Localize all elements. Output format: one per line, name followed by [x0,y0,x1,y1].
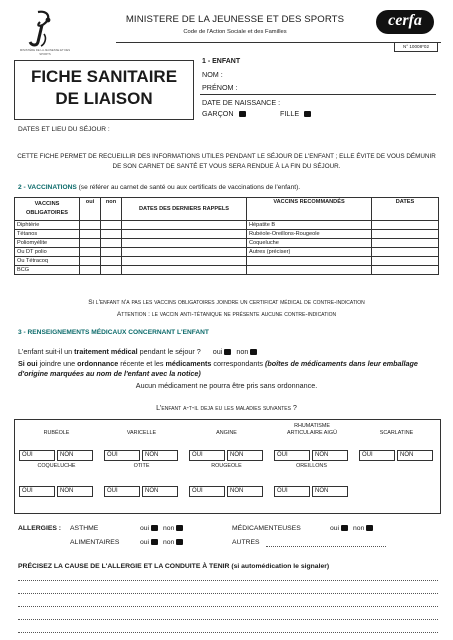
disease-coqueluche [14,461,99,494]
traitement-non-label: non [236,347,249,356]
table-row [15,266,439,275]
vaccine-recommande: Rubéole-Oreillons-Rougeole [247,230,372,239]
th-non: non [101,198,122,221]
ord-4: récente et les [118,359,166,368]
medic-non-label: non [352,525,365,532]
vaccine-non-cell[interactable] [101,257,122,266]
vaccine-date-cell[interactable] [122,230,247,239]
aucun-medicament: Aucun médicament ne pourra être pris sans ordonnance. [135,381,318,390]
sejour-label: DATES ET LIEU DU SÉJOUR : [18,126,110,133]
vaccine-date-cell[interactable] [122,221,247,230]
vaccine-non-cell[interactable] [101,248,122,257]
non-box[interactable]: NON [312,450,348,461]
traitement-non-checkbox[interactable] [250,349,257,355]
alim-oui-label: oui [140,539,150,546]
th-dates: DATES [372,198,439,221]
vaccine-obligatoire: Diphtérie [15,221,80,230]
disease-label: OREILLONS [296,463,327,469]
vaccine-oui-cell[interactable] [80,221,101,230]
medicamenteuses-choices [330,525,373,532]
vaccine-non-cell[interactable] [101,230,122,239]
medic-oui-label: oui [330,525,340,532]
vaccine-date-cell[interactable] [122,257,247,266]
vaccine-obligatoire: Ou Tétracoq [15,257,80,266]
disease-label: COQUELUCHE [37,463,76,469]
traitement-text-3: pendant le séjour ? [137,347,201,356]
traitement-text-2: traitement médical [74,347,138,356]
disease-label: VARICELLE [126,430,157,436]
asthme-non-label: non [162,525,175,532]
asthme-label: ASTHME [70,525,99,532]
non-box[interactable]: NON [57,486,93,497]
nom-label: NOM : [202,70,223,79]
vaccine-oui-cell[interactable] [80,230,101,239]
cerfa-text: cerfa [388,12,422,29]
garcon-checkbox[interactable] [239,111,246,117]
cause-line[interactable] [18,580,438,581]
ord-2: joindre une [37,359,78,368]
traitement-oui-label: oui [212,347,223,356]
autres-label: AUTRES [232,539,260,546]
oui-box[interactable]: OUI [104,486,140,497]
oui-box[interactable]: OUI [189,450,225,461]
traitement-oui-checkbox[interactable] [224,349,231,355]
table-row [15,230,439,239]
vaccine-rec-date-cell[interactable] [372,239,439,248]
table-row [15,257,439,266]
disease-label: RUBÉOLE [43,430,70,436]
oui-box[interactable]: OUI [19,450,55,461]
table-row [15,239,439,248]
vaccine-recommande: Hépatite B [247,221,372,230]
medic-non-checkbox[interactable] [366,525,373,531]
th-dates-rappels: DATES DES DERNIERS RAPPELS [122,198,247,221]
vaccinations-title: 2 - VACCINATIONS [18,184,77,191]
disease-label: SCARLATINE [379,430,414,436]
vaccine-recommande: Coqueluche [247,239,372,248]
vaccine-obligatoire: Tétanos [15,230,80,239]
asthme-oui-label: oui [140,525,150,532]
disease-angine [184,420,269,458]
vaccine-note-1: Si l'enfant n'a pas les vaccins obligatoires joindre un certificat médical de contre-indication [88,299,365,306]
medic-oui-checkbox[interactable] [341,525,348,531]
th-obligatoires: VACCINS OBLIGATOIRES [15,198,80,221]
vaccinations-heading [18,184,300,191]
non-box[interactable]: NON [397,450,433,461]
autres-field[interactable] [266,541,386,547]
vaccine-non-cell[interactable] [101,239,122,248]
form-number: N° 10008*02 [394,42,438,52]
fille-checkbox[interactable] [304,111,311,117]
disease-rougeole [184,461,269,494]
vaccine-rec-date-cell[interactable] [372,266,439,275]
vaccine-obligatoire: BCG [15,266,80,275]
disease-varicelle [99,420,184,458]
vaccine-oui-cell[interactable] [80,248,101,257]
vaccine-note-2: Attention : le vaccin anti-tétanique ne présente aucune contre-indication [116,311,337,318]
traitement-text-1: L'enfant suit-il un [18,347,75,356]
fille-option[interactable] [280,109,311,118]
vaccine-recommande: Autres (préciser) [247,248,372,257]
vaccine-oui-cell[interactable] [80,257,101,266]
disease-otite [99,461,184,494]
non-box[interactable]: NON [227,486,263,497]
non-box[interactable]: NON [142,450,178,461]
medical-heading: 3 - RENSEIGNEMENTS MÉDICAUX CONCERNANT L'ENFANT [18,329,209,336]
vaccine-non-cell[interactable] [101,221,122,230]
traitement-question [18,347,257,356]
vaccine-recommande [247,257,372,266]
disease-rhumatisme [269,420,354,458]
vaccine-rec-date-cell[interactable] [372,248,439,257]
maladies-question: L'enfant a-t-il deja eu les maladies suivantes ? [156,403,297,412]
cause-line[interactable] [18,632,438,633]
allergies-label: ALLERGIES : [18,525,62,532]
alim-non-checkbox[interactable] [176,539,183,545]
oui-box[interactable]: OUI [104,450,140,461]
non-box[interactable]: NON [142,486,178,497]
vaccine-date-cell[interactable] [122,239,247,248]
alim-oui-checkbox[interactable] [151,539,158,545]
cerfa-logo [376,10,434,34]
vaccine-rec-date-cell[interactable] [372,257,439,266]
non-box[interactable]: NON [227,450,263,461]
ord-5: médicaments [165,359,212,368]
vaccine-obligatoire: Ou DT polio [15,248,80,257]
oui-box[interactable]: OUI [274,486,310,497]
vaccinations-note: (se référer au carnet de santé ou aux certificats de vaccinations de l'enfant). [78,184,301,191]
alim-non-label: non [162,539,175,546]
oui-box[interactable]: OUI [359,450,395,461]
disease-label: ANGINE [216,430,237,436]
vaccine-obligatoire: Poliomyélite [15,239,80,248]
logo-caption: MINISTÈRE DE LA JEUNESSE ET DES SPORTS [19,48,71,56]
cause-line[interactable] [18,593,438,594]
ord-7: (boîtes de médicaments dans leur emballage d'origine marquées au nom de l'enfant avec la notice) [18,359,418,378]
ord-1: Si oui [18,359,38,368]
vaccine-recommande [247,266,372,275]
vaccine-rec-date-cell[interactable] [372,230,439,239]
intro-text: CETTE FICHE PERMET DE RECUEILLIR DES INFORMATIONS UTILES PENDANT LE SÉJOUR DE L'ENFANT ; ELLE ÉVITE DE VOUS DÉMUNIR DE SON CARNET DE SANTÉ ET VOUS SERA RENDUE À LA FIN DU SÉJOUR. [17,153,436,170]
vaccine-date-cell[interactable] [122,266,247,275]
cause-line[interactable] [18,619,438,620]
garcon-label: GARÇON [202,109,234,118]
alimentaires-choices [140,539,183,546]
enfant-rule [200,94,436,95]
vaccine-non-cell[interactable] [101,266,122,275]
disease-label: OTITE [133,463,150,469]
vaccine-oui-cell[interactable] [80,239,101,248]
ordonnance-text [18,359,438,379]
header-rule [116,42,441,43]
ministry-title: MINISTERE DE LA JEUNESSE ET DES SPORTS [125,14,345,25]
medicamenteuses-label: MÉDICAMENTEUSES [232,525,301,532]
non-box[interactable]: NON [312,486,348,497]
disease-label: ROUGEOLE [211,463,242,469]
maladies-row2 [14,461,439,509]
disease-label: RHUMATISME ARTICULAIRE AIGÜ [287,423,337,436]
table-row [15,221,439,230]
oui-box[interactable]: OUI [19,486,55,497]
non-box[interactable]: NON [57,450,93,461]
asthme-oui-checkbox[interactable] [151,525,158,531]
vaccines-header-row [15,198,439,221]
th-oui: oui [80,198,101,221]
alimentaires-label: ALIMENTAIRES [70,539,120,546]
oui-box[interactable]: OUI [189,486,225,497]
disease-oreillons [269,461,354,494]
cause-heading: PRÉCISEZ LA CAUSE DE L'ALLERGIE ET LA CONDUITE À TENIR (si automédication le signaler) [18,563,330,570]
garcon-option[interactable] [202,109,246,118]
vaccines-table [14,197,439,275]
vaccine-date-cell[interactable] [122,248,247,257]
prenom-label: PRÉNOM : [202,83,238,92]
disease-scarlatine [354,420,439,458]
vaccine-rec-date-cell[interactable] [372,221,439,230]
th-recommandes: VACCINS RECOMMANDÉS [247,198,372,221]
enfant-heading: 1 - ENFANT [202,58,241,65]
vaccine-oui-cell[interactable] [80,266,101,275]
fille-label: FILLE [280,109,300,118]
title-line2: DE LIAISON [55,89,153,108]
title-line1: FICHE SANITAIRE [30,67,178,86]
maladies-row1 [14,420,439,462]
oui-box[interactable]: OUI [274,450,310,461]
naissance-label: DATE DE NAISSANCE : [202,98,281,107]
code-label: Code de l'Action Sociale et des Familles [183,29,287,35]
table-row [15,248,439,257]
asthme-choices [140,525,183,532]
disease-rubeole [14,420,99,458]
ord-3: ordonnance [77,359,119,368]
asthme-non-checkbox[interactable] [176,525,183,531]
ord-6: correspondants [211,359,265,368]
cause-line[interactable] [18,606,438,607]
